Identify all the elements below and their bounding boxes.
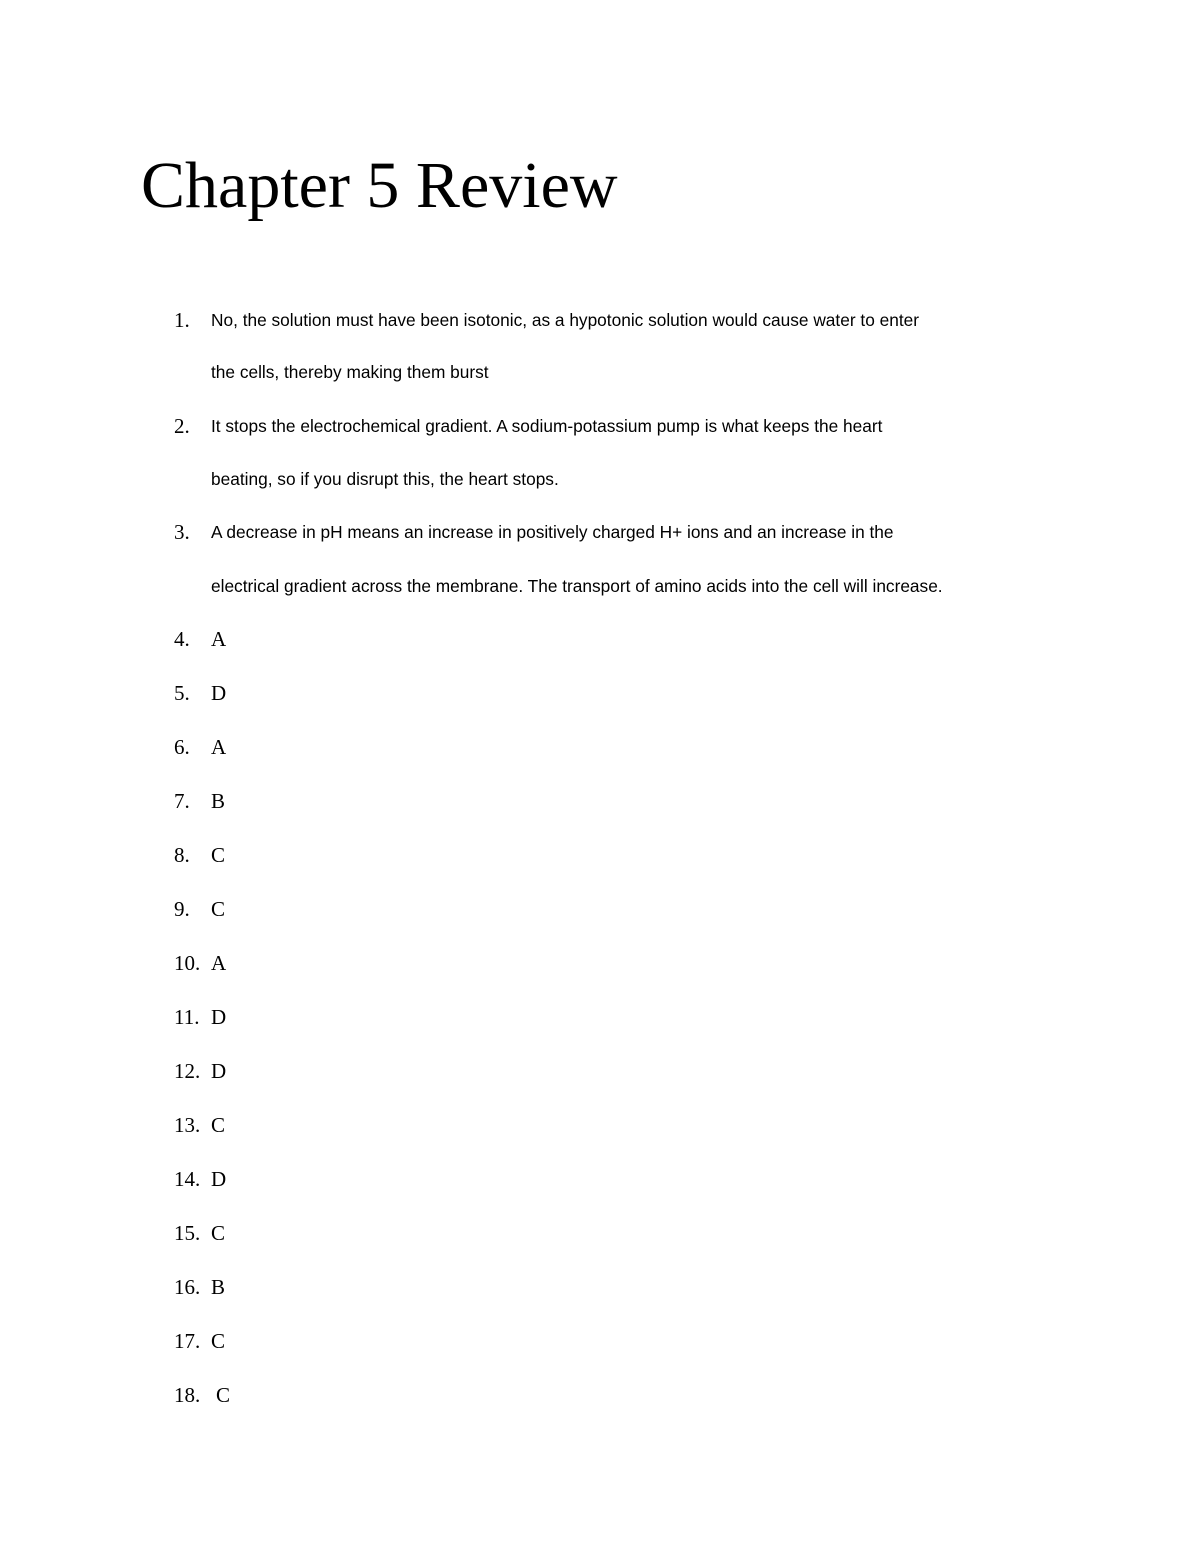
answer-number: 16. (174, 1275, 201, 1299)
answer-letter: C (211, 1221, 226, 1245)
answer-number: 10. (174, 951, 201, 975)
answer-letter: D (211, 681, 227, 705)
answer-text-line: It stops the electrochemical gradient. A sodium-potassium pump is what keeps the heart (211, 416, 883, 436)
answer-number: 18. (174, 1383, 201, 1407)
answer-number: 13. (174, 1113, 201, 1137)
answer-letter: D (211, 1059, 227, 1083)
answer-letter: C (211, 1329, 226, 1353)
answer-number: 11. (174, 1005, 200, 1029)
answer-number: 8. (174, 843, 190, 867)
answer-number: 5. (174, 681, 190, 705)
answer-letter: D (211, 1005, 227, 1029)
answer-text-line: beating, so if you disrupt this, the heart stops. (211, 469, 559, 489)
answer-letter: B (211, 1275, 226, 1299)
answer-number: 7. (174, 789, 190, 813)
answer-letter: D (211, 1167, 227, 1191)
answer-number: 2. (174, 414, 190, 438)
answer-letter: C (211, 897, 226, 921)
answer-text-line: electrical gradient across the membrane. The transport of amino acids into the cell will increase. (211, 576, 943, 596)
answer-number: 4. (174, 627, 190, 651)
answer-number: 6. (174, 735, 190, 759)
answer-letter: A (211, 735, 227, 759)
answer-number: 15. (174, 1221, 201, 1245)
answer-letter: A (211, 951, 227, 975)
answer-number: 3. (174, 520, 190, 544)
answer-number: 17. (174, 1329, 201, 1353)
answer-number: 9. (174, 897, 190, 921)
answer-letter: B (211, 789, 226, 813)
answer-letter: C (211, 1113, 226, 1137)
page-title: Chapter 5 Review (141, 149, 618, 222)
answer-text-line: A decrease in pH means an increase in positively charged H+ ions and an increase in the (211, 522, 894, 542)
answer-letter: C (216, 1383, 231, 1407)
answer-number: 12. (174, 1059, 201, 1083)
answer-text-line: No, the solution must have been isotonic, as a hypotonic solution would cause water to enter (211, 310, 919, 330)
answer-letter: A (211, 627, 227, 651)
answer-text-line: the cells, thereby making them burst (211, 362, 489, 382)
answer-letter: C (211, 843, 226, 867)
answer-number: 14. (174, 1167, 201, 1191)
answer-number: 1. (174, 308, 190, 332)
